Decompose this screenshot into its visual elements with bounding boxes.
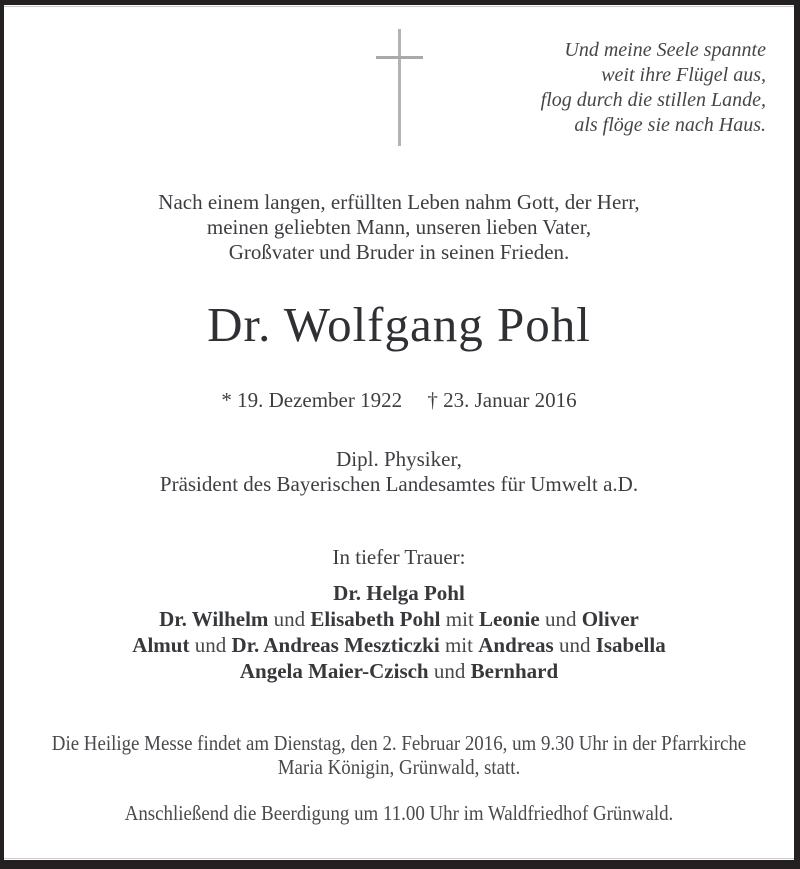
poem-line: weit ihre Flügel aus, [601, 64, 766, 86]
mourner-name: Bernhard [470, 659, 559, 683]
mourners-line [4, 632, 794, 658]
intro-line: Nach einem langen, erfüllten Leben nahm Gott, der Herr, [158, 190, 640, 214]
life-dates [4, 387, 794, 413]
mourner-name: Isabella [595, 633, 666, 657]
poem-line: als flöge sie nach Haus. [574, 114, 766, 136]
poem-line: Und meine Seele spannte [564, 39, 766, 61]
inner-hairline-bottom [4, 858, 794, 859]
mourner-name: Elisabeth Pohl [310, 607, 441, 631]
intro-line: Großvater und Bruder in seinen Frieden. [228, 240, 570, 264]
mourners-line [4, 580, 794, 606]
birth-date: * 19. Dezember 1922 [221, 388, 403, 412]
profession-line: Präsident des Bayerischen Landesamtes für Umwelt a.D. [159, 472, 639, 496]
mourner-name: Dr. Andreas Meszticzki [231, 633, 440, 657]
mourning-label: In tiefer Trauer: [332, 545, 466, 569]
mourner-name: Leonie [479, 607, 540, 631]
mourners-list [4, 580, 794, 684]
intro-text [4, 190, 794, 265]
inner-hairline-top [4, 6, 794, 7]
deceased-name: Dr. Wolfgang Pohl [207, 297, 591, 352]
connector-word: und [428, 659, 471, 683]
mass-service-info [44, 731, 755, 779]
mourner-name: Dr. Wilhelm [159, 607, 269, 631]
cross-vertical-bar [398, 29, 401, 146]
profession-line: Dipl. Physiker, [336, 447, 462, 471]
mourner-name: Almut [132, 633, 190, 657]
mourner-name: Angela Maier-Czisch [239, 659, 429, 683]
profession-text [4, 447, 794, 497]
memorial-poem [541, 38, 766, 138]
intro-line: meinen geliebten Mann, unseren lieben Vater, [206, 215, 592, 239]
death-date: † 23. Januar 2016 [427, 388, 577, 412]
cross-horizontal-bar [376, 56, 423, 59]
connector-word: und [268, 607, 311, 631]
connector-word: mit [440, 607, 480, 631]
mass-info-line: Die Heilige Messe findet am Dienstag, den 2. Februar 2016, um 9.30 Uhr in der Pfarrkirche [51, 731, 747, 755]
mourner-name: Dr. Helga Pohl [333, 581, 465, 605]
mass-info-line: Maria Königin, Grünwald, statt. [277, 755, 521, 779]
connector-word: mit [439, 633, 479, 657]
mourner-name: Andreas [478, 633, 554, 657]
connector-word: und [189, 633, 232, 657]
connector-word: und [539, 607, 582, 631]
poem-line: flog durch die stillen Lande, [540, 89, 766, 111]
mourners-line [4, 606, 794, 632]
connector-word: und [553, 633, 596, 657]
mourner-name: Oliver [581, 607, 639, 631]
burial-info: Anschließend die Beerdigung um 11.00 Uhr im Waldfriedhof Grünwald. [124, 801, 674, 825]
mourners-line [4, 658, 794, 684]
